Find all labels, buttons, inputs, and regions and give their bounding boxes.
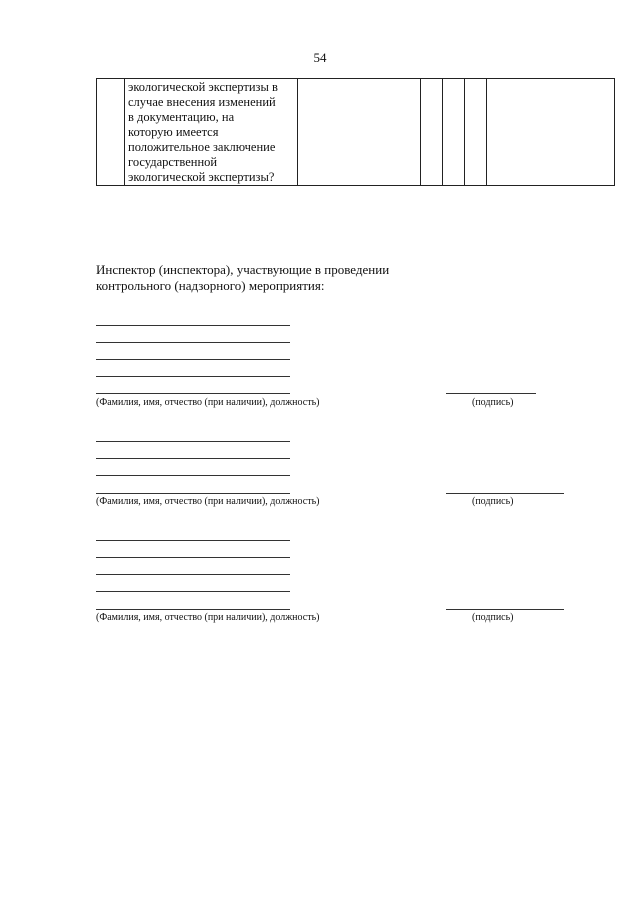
name-line [96,458,290,459]
question-text [125,79,297,185]
table-row [97,79,615,186]
intro-line: контрольного (надзорного) мероприятия: [96,278,325,293]
signature-line [446,493,564,494]
intro-line: Инспектор (инспектора), участвующие в проведении [96,262,390,277]
name-caption: (Фамилия, имя, отчество (при наличии), должность) [96,496,320,507]
signature-caption: (подпись) [472,496,514,507]
name-line [96,376,290,377]
page-number: 54 [313,50,327,65]
table-cell-not-applicable [465,79,487,186]
name-line [96,493,290,494]
table-cell-number [97,79,125,186]
table-cell-no [443,79,465,186]
table-cell-yes [421,79,443,186]
question-line: государственной [128,155,218,169]
name-line [96,557,290,558]
table-cell-question [125,79,298,186]
table-cell-note [487,79,615,186]
signature-caption: (подпись) [472,397,514,408]
question-line: экологической экспертизы в [128,80,278,94]
table-cell-requirement [298,79,421,186]
question-line: экологической экспертизы? [128,170,275,184]
signature-line [446,609,564,610]
name-line [96,359,290,360]
checklist-table [96,78,615,186]
name-line [96,475,290,476]
name-line [96,540,290,541]
name-line [96,609,290,610]
name-line [96,325,290,326]
name-line [96,574,290,575]
signature-line [446,393,536,394]
name-caption: (Фамилия, имя, отчество (при наличии), должность) [96,612,320,623]
question-line: положительное заключение [128,140,276,154]
name-line [96,441,290,442]
question-line: в документацию, на [128,110,235,124]
name-caption: (Фамилия, имя, отчество (при наличии), должность) [96,397,320,408]
inspectors-intro [96,262,389,294]
name-line [96,342,290,343]
name-line [96,591,290,592]
signature-caption: (подпись) [472,612,514,623]
name-line [96,393,290,394]
question-line: которую имеется [128,125,219,139]
question-line: случае внесения изменений [128,95,276,109]
